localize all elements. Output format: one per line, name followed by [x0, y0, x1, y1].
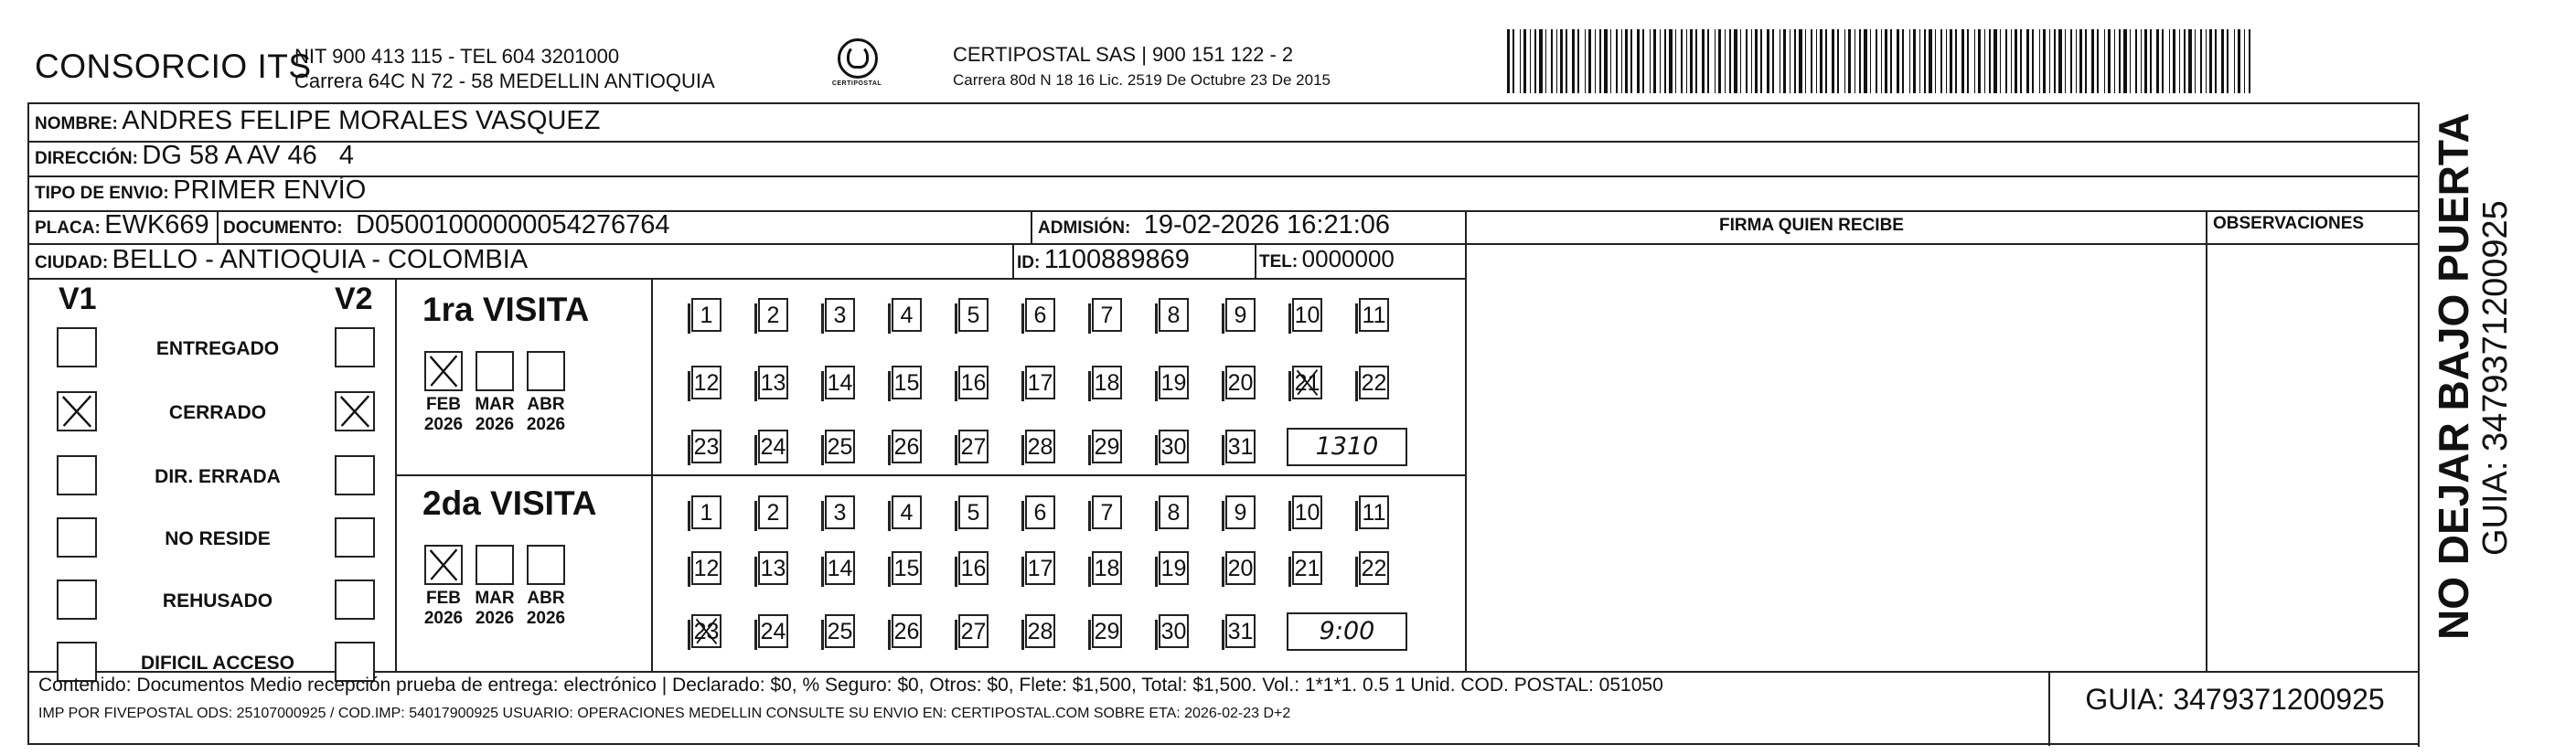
barcode-bar — [2200, 29, 2202, 93]
first-visit-title: 1ra VISITA — [422, 291, 590, 328]
barcode-bar — [1811, 29, 1812, 93]
barcode-bar — [2020, 29, 2022, 93]
barcode-bar — [1978, 29, 1981, 93]
x-mark-icon — [337, 393, 373, 430]
day-box[interactable]: 5 — [958, 298, 989, 332]
barcode-bar — [1686, 29, 1687, 93]
barcode-bar — [2114, 29, 2115, 93]
day-box[interactable]: 6 — [1025, 495, 1055, 529]
day-box[interactable]: 28 — [1025, 430, 1055, 463]
day-box[interactable]: 6 — [1025, 298, 1055, 332]
barcode-bar — [2162, 29, 2164, 93]
barcode-bar — [2144, 29, 2147, 93]
barcode-bar — [2227, 29, 2229, 93]
day-box[interactable]: 25 — [825, 430, 855, 463]
barcode-bar — [2156, 29, 2159, 93]
v2-header: V2 — [335, 282, 373, 316]
barcode-bar — [2209, 29, 2212, 93]
day-box[interactable]: 11 — [1359, 298, 1389, 332]
barcode-bar — [2108, 29, 2111, 93]
barcode-bar — [1664, 29, 1666, 93]
x-mark-icon — [693, 616, 720, 646]
barcode-bar — [1950, 29, 1952, 93]
barcode-bar — [2085, 29, 2087, 93]
x-mark-icon — [426, 353, 461, 389]
v1-checkbox[interactable] — [57, 391, 97, 431]
barcode-bar — [2039, 29, 2040, 93]
barcode-bar — [1967, 29, 1969, 93]
v1-checkbox[interactable] — [57, 327, 97, 367]
barcode-bar — [1520, 29, 1521, 93]
day-box[interactable]: 21 — [1292, 366, 1322, 399]
certipostal-logo — [830, 37, 883, 93]
day-box[interactable]: 1 — [691, 495, 721, 529]
month-label: MAR 2026 — [475, 395, 515, 434]
id-value: 1100889869 — [1043, 245, 1190, 274]
barcode-bar — [1820, 29, 1822, 93]
day-box[interactable]: 17 — [1025, 551, 1055, 585]
barcode-bar — [2065, 29, 2066, 93]
barcode-bar — [1512, 29, 1514, 93]
barcode-bar — [1848, 29, 1851, 93]
day-box[interactable]: 25 — [825, 614, 855, 648]
barcode-bar — [2188, 29, 2192, 93]
v1-checkbox[interactable] — [57, 455, 97, 495]
id-row — [1017, 245, 1190, 275]
barcode-bar — [1702, 29, 1705, 93]
barcode-bar — [1946, 29, 1947, 93]
barcode-bar — [2076, 29, 2077, 93]
barcode-bar — [1681, 29, 1683, 93]
certi-line: CERTIPOSTAL SAS | 900 151 122 - 2 — [953, 43, 1294, 66]
footer-content: Contenido: Documentos Medio recepción prueba de entrega: electrónico | Declarado: $0, % Seguro: $0, Otros: $0, Flete: $1,500, Total: $1,500. Vol.: 1*1*1. 0.5 1 Unid. COD. POSTAL: 051050 — [38, 675, 1663, 696]
month-label: MAR 2026 — [475, 589, 515, 628]
no-dejar-warning: NO DEJAR BAJO PUERTA — [2430, 112, 2477, 640]
barcode-bar — [1746, 29, 1748, 93]
barcode-bar — [1650, 29, 1651, 93]
barcode-bar — [1909, 29, 1910, 93]
barcode-bar — [1984, 29, 1985, 93]
barcode-bar — [2184, 29, 2186, 93]
barcode-bar — [1734, 29, 1737, 93]
barcode-bar — [2238, 29, 2240, 93]
admision-value: 19-02-2026 16:21:06 — [1143, 210, 1391, 239]
firma-header: FIRMA QUIEN RECIBE — [1719, 216, 1904, 235]
barcode-bar — [2070, 29, 2072, 93]
day-box[interactable]: 15 — [892, 551, 922, 585]
barcode-bar — [1545, 29, 1546, 93]
barcode-bar — [1653, 29, 1656, 93]
day-box[interactable]: 2 — [758, 298, 788, 332]
address-line: Carrera 64C N 72 - 58 MEDELLIN ANTIOQUIA — [294, 69, 715, 92]
nombre-value: ANDRES FELIPE MORALES VASQUEZ — [122, 106, 601, 135]
barcode-bar — [1989, 29, 1991, 93]
day-box[interactable]: 3 — [825, 495, 855, 529]
barcode-bar — [1642, 29, 1644, 93]
barcode-bar — [1864, 29, 1867, 93]
barcode-bar — [2206, 29, 2207, 93]
day-box[interactable]: 29 — [1092, 430, 1122, 463]
barcode-bar — [1870, 29, 1871, 93]
tel-value: 0000000 — [1301, 245, 1395, 272]
day-box[interactable]: 12 — [691, 366, 721, 399]
x-mark-icon — [59, 393, 95, 430]
barcode-bar — [1859, 29, 1861, 93]
v2-checkbox[interactable] — [335, 455, 375, 495]
barcode-bar — [1707, 29, 1709, 93]
barcode-bar — [2249, 29, 2250, 93]
barcode-bar — [2123, 29, 2127, 93]
barcode-bar — [1637, 29, 1640, 93]
barcode-bar — [1794, 29, 1796, 93]
barcode-bar — [2119, 29, 2121, 93]
day-box[interactable]: 19 — [1159, 366, 1189, 399]
barcode-bar — [1924, 29, 1926, 93]
barcode-bar — [2011, 29, 2012, 93]
day-box[interactable]: 9 — [1225, 298, 1256, 332]
barcode-bar — [1825, 29, 1827, 93]
second-visit-title: 2da VISITA — [422, 484, 597, 522]
barcode-bar — [2150, 29, 2152, 93]
barcode-bar — [1610, 29, 1611, 93]
direccion-row — [35, 141, 354, 171]
logo-text: CERTIPOSTAL — [831, 80, 882, 87]
barcode-bar — [1919, 29, 1920, 93]
day-box[interactable]: 16 — [958, 366, 989, 399]
documento-label: DOCUMENTO: — [223, 218, 343, 238]
barcode-bar — [2215, 29, 2217, 93]
ciudad-label: CIUDAD: — [35, 253, 109, 272]
day-box[interactable]: 17 — [1025, 366, 1055, 399]
barcode-bar — [1955, 29, 1957, 93]
barcode-bar — [2169, 29, 2170, 93]
barcode-bar — [1539, 29, 1543, 93]
day-box[interactable]: 30 — [1159, 430, 1189, 463]
day-box[interactable]: 23 — [691, 430, 721, 463]
barcode — [1507, 29, 2252, 93]
barcode-bar — [1974, 29, 1975, 93]
barcode-bar — [2026, 29, 2029, 93]
barcode-bar — [2054, 29, 2056, 93]
month-label: FEB 2026 — [423, 395, 464, 434]
day-box[interactable]: 8 — [1159, 298, 1189, 332]
day-box[interactable]: 31 — [1225, 430, 1256, 463]
barcode-bar — [2141, 29, 2142, 93]
barcode-bar — [2049, 29, 2050, 93]
barcode-bar — [2104, 29, 2105, 93]
v1-header: V1 — [59, 282, 97, 316]
barcode-bar — [2097, 29, 2099, 93]
day-box[interactable]: 4 — [892, 298, 922, 332]
guia-box: GUIA: 3479371200925 — [2085, 683, 2385, 716]
certipostal-info — [953, 42, 1331, 93]
v1-checkbox[interactable] — [57, 517, 97, 558]
barcode-bar — [1799, 29, 1802, 93]
barcode-bar — [1929, 29, 1932, 93]
barcode-bar — [1530, 29, 1531, 93]
admision-label: ADMISIÓN: — [1038, 218, 1131, 238]
placa-row — [35, 210, 209, 240]
barcode-bar — [2221, 29, 2224, 93]
barcode-bar — [1725, 29, 1726, 93]
barcode-bar — [1588, 29, 1591, 93]
direccion-value: DG 58 A AV 46 4 — [142, 141, 355, 170]
month-checkbox[interactable] — [424, 545, 463, 585]
barcode-bar — [1507, 29, 1510, 93]
v1-checkbox[interactable] — [57, 580, 97, 620]
month-checkbox[interactable] — [527, 351, 565, 391]
barcode-bar — [2032, 29, 2034, 93]
barcode-bar — [2173, 29, 2175, 93]
barcode-bar — [1935, 29, 1936, 93]
barcode-bar — [1755, 29, 1758, 93]
status-label: CERRADO — [168, 402, 267, 423]
day-box[interactable]: 14 — [825, 366, 855, 399]
day-box[interactable]: 23 — [691, 614, 721, 648]
day-box[interactable]: 12 — [691, 551, 721, 585]
barcode-bar — [1751, 29, 1752, 93]
tel-label: TEL: — [1259, 252, 1299, 271]
tipo-label: TIPO DE ENVIO: — [35, 184, 169, 203]
day-box[interactable]: 9 — [1225, 495, 1256, 529]
barcode-bar — [1660, 29, 1661, 93]
barcode-bar — [2091, 29, 2094, 93]
barcode-bar — [1551, 29, 1553, 93]
day-box[interactable]: 8 — [1159, 495, 1189, 529]
v2-checkbox[interactable] — [335, 327, 375, 367]
barcode-bar — [1783, 29, 1786, 93]
status-label: REHUSADO — [162, 590, 273, 611]
barcode-bar — [2043, 29, 2046, 93]
barcode-bar — [1844, 29, 1845, 93]
barcode-bar — [1595, 29, 1596, 93]
barcode-bar — [1669, 29, 1673, 93]
documento-row — [223, 210, 670, 240]
day-box[interactable]: 27 — [958, 430, 989, 463]
day-box[interactable]: 26 — [892, 614, 922, 648]
status-label: DIFICIL ACCESO — [140, 653, 294, 674]
day-box[interactable]: 27 — [958, 614, 989, 648]
day-box[interactable]: 20 — [1225, 366, 1256, 399]
barcode-bar — [1599, 29, 1601, 93]
barcode-bar — [1566, 29, 1567, 93]
barcode-bar — [1523, 29, 1526, 93]
day-box[interactable]: 18 — [1092, 551, 1122, 585]
day-box[interactable]: 28 — [1025, 614, 1055, 648]
day-box[interactable]: 22 — [1359, 366, 1389, 399]
day-box[interactable]: 4 — [892, 495, 922, 529]
day-box[interactable]: 16 — [958, 551, 989, 585]
barcode-bar — [1690, 29, 1693, 93]
barcode-bar — [1902, 29, 1904, 93]
day-box[interactable]: 15 — [892, 366, 922, 399]
barcode-bar — [1585, 29, 1586, 93]
day-box[interactable]: 22 — [1359, 551, 1389, 585]
placa-value: EWK669 — [104, 210, 209, 239]
barcode-bar — [1772, 29, 1774, 93]
company-info — [294, 44, 715, 93]
barcode-bar — [1695, 29, 1697, 93]
barcode-bar — [1715, 29, 1716, 93]
direccion-label: DIRECCIÓN: — [35, 149, 138, 168]
day-box[interactable]: 18 — [1092, 366, 1122, 399]
barcode-bar — [1913, 29, 1916, 93]
day-box[interactable]: 14 — [825, 551, 855, 585]
day-box[interactable]: 11 — [1359, 495, 1389, 529]
placa-label: PLACA: — [35, 218, 101, 238]
month-checkbox[interactable] — [476, 351, 514, 391]
tel-row — [1259, 245, 1395, 273]
barcode-bar — [1729, 29, 1731, 93]
barcode-bar — [1940, 29, 1942, 93]
barcode-bar — [2000, 29, 2001, 93]
certi-address: Carrera 80d N 18 16 Lic. 2519 De Octubre 23 De 2015 — [953, 71, 1331, 89]
day-box[interactable]: 30 — [1159, 614, 1189, 648]
nombre-label: NOMBRE: — [35, 114, 118, 133]
barcode-bar — [1625, 29, 1628, 93]
barcode-bar — [1805, 29, 1806, 93]
barcode-bar — [2079, 29, 2082, 93]
barcode-bar — [1616, 29, 1618, 93]
day-box[interactable]: 3 — [825, 298, 855, 332]
day-box[interactable]: 21 — [1292, 551, 1322, 585]
day-box[interactable]: 24 — [758, 614, 788, 648]
barcode-bar — [2135, 29, 2137, 93]
barcode-bar — [1621, 29, 1622, 93]
status-label: NO RESIDE — [165, 528, 271, 549]
day-box[interactable]: 24 — [758, 430, 788, 463]
barcode-bar — [1740, 29, 1741, 93]
barcode-bar — [1881, 29, 1882, 93]
footer-print-info: IMP POR FIVEPOSTAL ODS: 25107000925 / COD.IMP: 54017900925 USUARIO: OPERACIONES MEDELLIN CONSULTE SU ENVIO EN: CERTIPOSTAL.COM SOBRE ETA: 2026-02-23 D+2 — [38, 706, 1291, 721]
time-box[interactable]: 9:00 — [1287, 612, 1407, 651]
tipo-row — [35, 175, 366, 206]
month-label: ABR 2026 — [526, 395, 566, 434]
day-box[interactable]: 19 — [1159, 551, 1189, 585]
barcode-bar — [1885, 29, 1887, 93]
barcode-bar — [1816, 29, 1817, 93]
barcode-bar — [1961, 29, 1964, 93]
x-mark-icon — [426, 547, 461, 583]
nombre-row — [35, 106, 600, 136]
day-box[interactable]: 7 — [1092, 298, 1122, 332]
barcode-bar — [1534, 29, 1536, 93]
nit-line: NIT 900 413 115 - TEL 604 3201000 — [294, 45, 620, 68]
status-label: ENTREGADO — [155, 338, 280, 359]
month-label: ABR 2026 — [526, 589, 566, 628]
barcode-bar — [1630, 29, 1632, 93]
observaciones-header: OBSERVACIONES — [2213, 214, 2365, 233]
day-box[interactable]: 10 — [1292, 298, 1322, 332]
day-box[interactable]: 20 — [1225, 551, 1256, 585]
barcode-bar — [2195, 29, 2196, 93]
barcode-bar — [1837, 29, 1839, 93]
time-box[interactable]: 1310 — [1287, 428, 1407, 466]
side-guia: GUIA: 3479371200925 — [2476, 200, 2515, 556]
barcode-bar — [2015, 29, 2017, 93]
barcode-bar — [1577, 29, 1579, 93]
v2-checkbox[interactable] — [335, 580, 375, 620]
day-box[interactable]: 13 — [758, 551, 788, 585]
barcode-bar — [2234, 29, 2235, 93]
barcode-bar — [1993, 29, 1997, 93]
barcode-bar — [1897, 29, 1899, 93]
month-checkbox[interactable] — [476, 545, 514, 585]
day-box[interactable]: 26 — [892, 430, 922, 463]
day-box[interactable]: 2 — [758, 495, 788, 529]
day-box[interactable]: 1 — [691, 298, 721, 332]
barcode-bar — [1760, 29, 1762, 93]
barcode-bar — [2005, 29, 2007, 93]
day-box[interactable]: 31 — [1225, 614, 1256, 648]
month-checkbox[interactable] — [424, 351, 463, 391]
barcode-bar — [1675, 29, 1676, 93]
company-name: CONSORCIO ITS — [35, 48, 312, 85]
status-label: DIR. ERRADA — [155, 466, 281, 487]
barcode-bar — [2058, 29, 2062, 93]
documento-value: D05001000000054276764 — [356, 210, 670, 239]
month-label: FEB 2026 — [423, 589, 464, 628]
day-box[interactable]: 29 — [1092, 614, 1122, 648]
barcode-bar — [1890, 29, 1892, 93]
day-box[interactable]: 10 — [1292, 495, 1322, 529]
barcode-bar — [1876, 29, 1877, 93]
barcode-bar — [1556, 29, 1557, 93]
barcode-bar — [1832, 29, 1834, 93]
day-box[interactable]: 7 — [1092, 495, 1122, 529]
barcode-bar — [1560, 29, 1563, 93]
v2-checkbox[interactable] — [335, 391, 375, 431]
x-mark-icon — [1294, 367, 1320, 398]
admision-row — [1038, 210, 1390, 240]
id-label: ID: — [1017, 253, 1041, 272]
ciudad-value: BELLO - ANTIOQUIA - COLOMBIA — [112, 245, 529, 274]
ciudad-row — [35, 245, 528, 275]
v2-checkbox[interactable] — [335, 517, 375, 558]
barcode-bar — [1718, 29, 1721, 93]
month-checkbox[interactable] — [527, 545, 565, 585]
day-box[interactable]: 5 — [958, 495, 989, 529]
barcode-bar — [2244, 29, 2245, 93]
barcode-bar — [2130, 29, 2131, 93]
day-box[interactable]: 13 — [758, 366, 788, 399]
barcode-bar — [1572, 29, 1575, 93]
barcode-bar — [1604, 29, 1608, 93]
barcode-bar — [2179, 29, 2180, 93]
tipo-value: PRIMER ENVÍO — [173, 175, 367, 205]
barcode-bar — [1767, 29, 1769, 93]
